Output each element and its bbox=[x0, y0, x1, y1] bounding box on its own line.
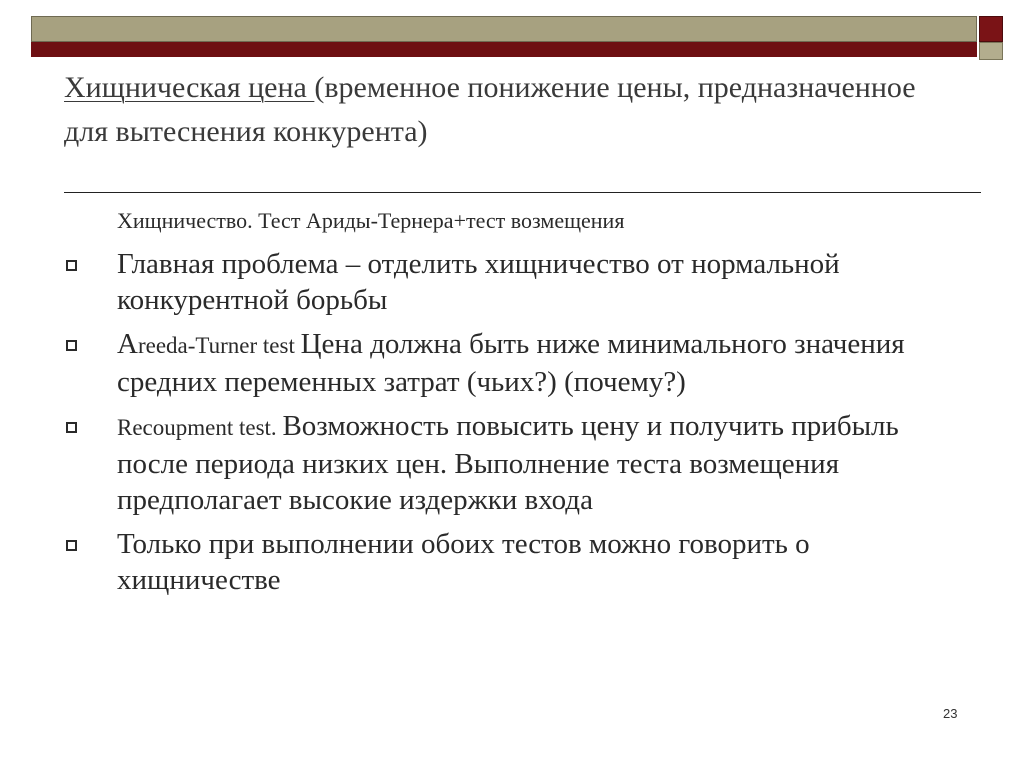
page-number: 23 bbox=[943, 706, 958, 721]
bullet-item-main-problem bbox=[64, 246, 964, 318]
slide-subtitle: Хищничество. Тест Ариды-Тернера+тест возмещения bbox=[117, 208, 625, 233]
bullet-item-recoupment bbox=[64, 408, 964, 518]
bullet-text: Цена должна быть ниже минимального значения средних переменных затрат (чьих?) (почему?) bbox=[117, 328, 905, 398]
bullet-lead: Recoupment test. bbox=[117, 415, 283, 440]
square-bullet-icon bbox=[66, 260, 77, 271]
bullet-list bbox=[64, 246, 964, 606]
corner-block-dark bbox=[979, 16, 1003, 42]
title-definition: (временное понижение цены, предназначенное для вытеснения конкурента) bbox=[64, 71, 916, 148]
bullet-lead: reeda-Turner test bbox=[137, 333, 301, 358]
bullet-item-both-tests bbox=[64, 526, 964, 598]
bullet-text: Только при выполнении обоих тестов можно говорить о хищничестве bbox=[117, 528, 810, 596]
bullet-lead-cap: A bbox=[117, 328, 138, 360]
header-band-accent bbox=[31, 42, 977, 57]
square-bullet-icon bbox=[66, 422, 77, 433]
bullet-text: Возможность повысить цену и получить прибыль после периода низких цен. Выполнение теста возмещения предполагает высокие издержки входа bbox=[117, 410, 899, 516]
bullet-item-areeda-turner bbox=[64, 326, 964, 400]
title-term: Хищническая цена bbox=[64, 71, 315, 104]
bullet-text: Главная проблема – отделить хищничество от нормальной конкурентной борьбы bbox=[117, 248, 840, 316]
slide-title bbox=[64, 66, 964, 154]
corner-block-light bbox=[979, 42, 1003, 60]
square-bullet-icon bbox=[66, 540, 77, 551]
header-band bbox=[31, 16, 977, 42]
square-bullet-icon bbox=[66, 340, 77, 351]
title-divider bbox=[64, 192, 981, 193]
